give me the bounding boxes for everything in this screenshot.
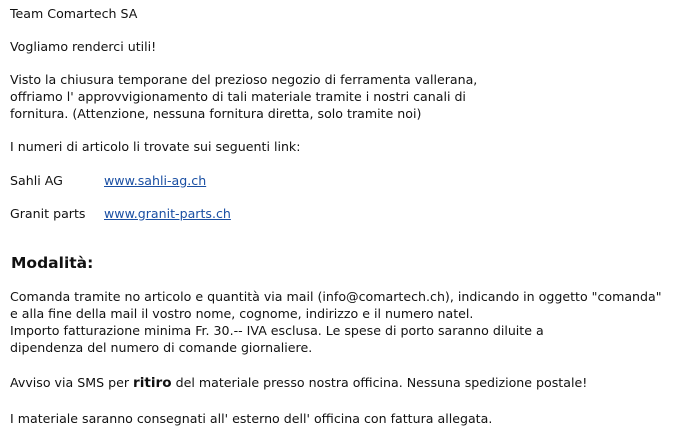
sender-line: Team Comartech SA [10, 6, 138, 21]
greeting: Vogliamo renderci utili! [10, 39, 157, 54]
supplier-row-sahli [10, 172, 670, 189]
supplier-name: Sahli AG [10, 173, 63, 188]
links-intro: I numeri di articolo li trovate sui seguenti link: [10, 139, 301, 154]
pickup-notice [10, 374, 670, 392]
intro-line-2: offriamo l' approvvigionamento di tali materiale tramite i nostri canali di [10, 89, 466, 104]
granit-parts-link[interactable]: www.granit-parts.ch [104, 206, 231, 221]
delivery-note: I materiale saranno consegnati all' esterno dell' officina con fattura allegata. [10, 411, 493, 426]
supplier-name: Granit parts [10, 206, 86, 221]
supplier-row-granit [10, 205, 670, 222]
section-heading-modalita: Modalità: [11, 254, 94, 272]
pickup-suffix: del materiale presso nostra officina. Nessuna spedizione postale! [171, 375, 588, 390]
terms-line-2: e alla fine della mail il vostro nome, cognome, indirizzo e il numero natel. [10, 306, 474, 321]
terms-line-3: Importo fatturazione minima Fr. 30.-- IVA esclusa. Le spese di porto saranno diluite a [10, 323, 544, 338]
sahli-link[interactable]: www.sahli-ag.ch [104, 173, 207, 188]
terms-line-4: dipendenza del numero di comande giornaliere. [10, 340, 313, 355]
terms-line-1: Comanda tramite no articolo e quantità via mail (info@comartech.ch), indicando in oggetto "comanda" [10, 289, 662, 304]
email-body [10, 5, 670, 427]
terms-paragraph [10, 288, 670, 356]
pickup-bold-word: ritiro [133, 375, 172, 391]
intro-line-3: fornitura. (Attenzione, nessuna fornitura diretta, solo tramite noi) [10, 106, 422, 121]
intro-paragraph [10, 71, 670, 122]
intro-line-1: Visto la chiusura temporane del prezioso negozio di ferramenta vallerana, [10, 72, 478, 87]
pickup-prefix: Avviso via SMS per [10, 375, 134, 390]
